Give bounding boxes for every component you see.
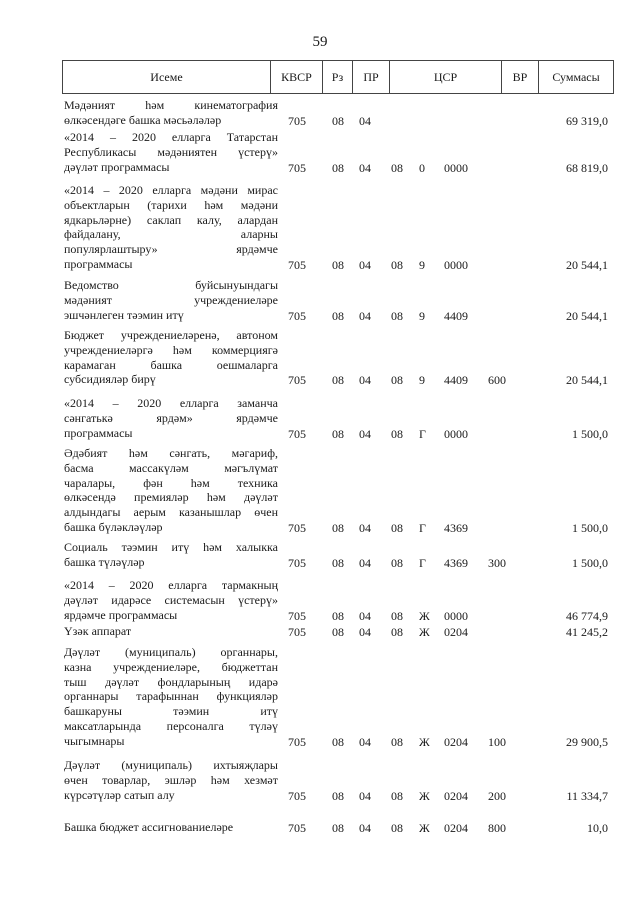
cell-pr: 04	[359, 308, 371, 323]
cell-kvsr: 705	[288, 258, 306, 272]
cell-sum: 20 544,1	[566, 258, 608, 272]
cell-vr: 600	[488, 373, 506, 388]
row-name-line: Социаль тәэмин итү һәм халыкка	[64, 540, 278, 554]
cell-rz: 08	[332, 308, 344, 323]
cell-sum: 41 245,2	[566, 625, 608, 639]
cell-kvsr: 705	[288, 160, 306, 175]
cell-sum: 1 500,0	[572, 521, 608, 535]
cell-cs1: 08	[391, 625, 403, 639]
cell-kvsr: 705	[288, 608, 306, 623]
cell-sum: 20 544,1	[566, 308, 608, 323]
row-name	[64, 758, 278, 802]
header-pr: ПР	[353, 61, 390, 93]
row-name-line: Үзәк аппарат	[64, 624, 132, 638]
cell-cs1: 08	[391, 308, 403, 323]
cell-cs3: 4409	[444, 308, 468, 323]
row-name-line: ярдәмче программасы	[64, 607, 178, 622]
cell-cs2: 0	[419, 160, 425, 175]
row-name-line: басма массакүләм мәгълүмат	[64, 460, 278, 475]
cell-cs2: Г	[419, 426, 426, 441]
cell-cs2: Г	[419, 521, 426, 535]
cell-cs2: Ж	[419, 625, 430, 639]
row-name	[64, 578, 278, 622]
row-name-line: «2014 – 2020 елларга заманча	[64, 396, 278, 410]
cell-kvsr: 705	[288, 734, 306, 749]
cell-cs1: 08	[391, 426, 403, 441]
cell-vr: 800	[488, 821, 506, 835]
cell-cs2: 9	[419, 308, 425, 323]
cell-rz: 08	[332, 373, 344, 388]
row-name-line: «2014 – 2020 елларга тармакның	[64, 578, 278, 592]
row-name	[64, 183, 278, 272]
row-name-line: өчен товарлар, эшләр һәм хезмәт	[64, 772, 278, 787]
row-name-line: файдалану, аларны	[64, 227, 278, 242]
cell-sum: 29 900,5	[566, 734, 608, 749]
row-name-line: эшчәнлеген тәэмин итү	[64, 307, 184, 322]
row-name	[64, 130, 278, 174]
row-name	[64, 278, 278, 322]
cell-cs3: 0204	[444, 788, 468, 803]
row-name	[64, 645, 278, 749]
row-name-line: башка түләүләр	[64, 554, 145, 569]
row-name-line: программасы	[64, 256, 133, 271]
row-name-line: күрсәтүләр сатып алу	[64, 787, 175, 802]
cell-vr: 300	[488, 555, 506, 570]
cell-cs1: 08	[391, 373, 403, 388]
cell-sum: 68 819,0	[566, 160, 608, 175]
row-name-line: Республикасы мәдәниятен үстерү»	[64, 144, 278, 159]
row-name-line: Бюджет учреждениеләренә, автоном	[64, 328, 278, 342]
cell-cs1: 08	[391, 788, 403, 803]
row-name	[64, 820, 278, 835]
cell-sum: 46 774,9	[566, 608, 608, 623]
row-name-line: мәдәният учреждениеләре	[64, 292, 278, 307]
row-name-line: субсидияләр бирү	[64, 372, 156, 387]
cell-cs3: 0000	[444, 608, 468, 623]
cell-cs1: 08	[391, 821, 403, 835]
cell-cs1: 08	[391, 555, 403, 570]
row-name-line: Башка бюджет ассигнованиеләре	[64, 820, 234, 834]
cell-pr: 04	[359, 521, 371, 535]
row-name-line: Ведомство буйсынуындагы	[64, 278, 278, 292]
cell-cs3: 4369	[444, 521, 468, 535]
page-number: 59	[312, 34, 328, 50]
cell-cs1: 08	[391, 608, 403, 623]
cell-kvsr: 705	[288, 821, 306, 835]
cell-cs2: Ж	[419, 788, 430, 803]
cell-rz: 08	[332, 625, 344, 639]
cell-kvsr: 705	[288, 373, 306, 388]
row-name-line: Мәдәният һәм кинематография	[64, 98, 278, 112]
row-name-line: объектларын (тарихи һәм мәдәни	[64, 197, 278, 212]
row-name-line: чыгымнары	[64, 733, 125, 748]
header-name: Исеме	[62, 61, 271, 93]
cell-cs3: 4409	[444, 373, 468, 388]
cell-rz: 08	[332, 521, 344, 535]
cell-vr: 100	[488, 734, 506, 749]
row-name-line: органнары тарафыннан функцияләр	[64, 689, 278, 704]
cell-pr: 04	[359, 160, 371, 175]
header-sum: Суммасы	[539, 61, 614, 93]
row-name-line: программасы	[64, 425, 133, 440]
cell-kvsr: 705	[288, 113, 306, 128]
cell-cs1: 08	[391, 258, 403, 272]
cell-cs3: 4369	[444, 555, 468, 570]
cell-pr: 04	[359, 426, 371, 441]
cell-cs2: 9	[419, 373, 425, 388]
header-kvsr: КВСР	[271, 61, 323, 93]
row-name-line: «2014 – 2020 елларга Татарстан	[64, 130, 278, 144]
row-name-line: дәүләт идарәсе системасын үстерү»	[64, 592, 278, 607]
cell-cs1: 08	[391, 160, 403, 175]
row-name-line: башка бүләкләүләр	[64, 519, 163, 534]
header-csr: ЦСР	[390, 61, 502, 93]
row-name-line: Дәүләт (муниципаль) органнары,	[64, 645, 278, 659]
cell-rz: 08	[332, 734, 344, 749]
row-name-line: дәүләт программасы	[64, 159, 170, 174]
row-name-line: максатларында персоналга түләү	[64, 718, 278, 733]
cell-cs3: 0204	[444, 734, 468, 749]
row-name	[64, 446, 278, 535]
row-name-line: өлкәсендәге башка мәсьәләләр	[64, 112, 222, 127]
row-name-line: алдындагы аерым казанышлар өчен	[64, 505, 278, 520]
cell-cs2: Ж	[419, 734, 430, 749]
cell-vr: 200	[488, 788, 506, 803]
row-name-line: Дәүләт (муниципаль) ихтыяҗлары	[64, 758, 278, 772]
row-name-line: ядкарьләрне) саклап калу, алардан	[64, 212, 278, 227]
cell-pr: 04	[359, 113, 371, 128]
cell-cs3: 0000	[444, 426, 468, 441]
cell-rz: 08	[332, 160, 344, 175]
cell-pr: 04	[359, 608, 371, 623]
row-name-line: Әдәбият һәм сәнгать, мәгариф,	[64, 446, 278, 460]
row-name	[64, 98, 278, 128]
cell-sum: 69 319,0	[566, 113, 608, 128]
cell-sum: 1 500,0	[572, 426, 608, 441]
row-name-line: тыш дәүләт фондларының идарә	[64, 674, 278, 689]
cell-cs3: 0204	[444, 625, 468, 639]
row-name	[64, 396, 278, 440]
cell-cs1: 08	[391, 734, 403, 749]
cell-kvsr: 705	[288, 308, 306, 323]
cell-cs2: Ж	[419, 821, 430, 835]
cell-pr: 04	[359, 734, 371, 749]
cell-cs3: 0000	[444, 160, 468, 175]
row-name-line: «2014 – 2020 елларга мәдәни мирас	[64, 183, 278, 197]
row-name-line: учреждениеләргә һәм коммерциягә	[64, 342, 278, 357]
row-name-line: казна учреждениеләре, бюджеттан	[64, 659, 278, 674]
cell-kvsr: 705	[288, 426, 306, 441]
cell-rz: 08	[332, 258, 344, 272]
cell-kvsr: 705	[288, 788, 306, 803]
cell-rz: 08	[332, 821, 344, 835]
cell-rz: 08	[332, 555, 344, 570]
header-vr: ВР	[502, 61, 539, 93]
cell-rz: 08	[332, 608, 344, 623]
cell-cs2: Ж	[419, 608, 430, 623]
cell-kvsr: 705	[288, 521, 306, 535]
row-name	[64, 328, 278, 387]
cell-cs2: 9	[419, 258, 425, 272]
row-name-line: сәнгатькә ярдәм» ярдәмче	[64, 410, 278, 425]
cell-cs3: 0000	[444, 258, 468, 272]
cell-kvsr: 705	[288, 625, 306, 639]
cell-cs1: 08	[391, 521, 403, 535]
cell-kvsr: 705	[288, 555, 306, 570]
cell-rz: 08	[332, 788, 344, 803]
row-name	[64, 540, 278, 570]
row-name	[64, 624, 278, 639]
row-name-line: башкаруны тәэмин итү	[64, 704, 278, 719]
cell-rz: 08	[332, 113, 344, 128]
cell-cs2: Г	[419, 555, 426, 570]
row-name-line: өлкәсендә премияләр һәм дәүләт	[64, 490, 278, 505]
cell-sum: 20 544,1	[566, 373, 608, 388]
header-rz: Рз	[323, 61, 353, 93]
row-name-line: чаралары, фән һәм техника	[64, 475, 278, 490]
cell-pr: 04	[359, 788, 371, 803]
cell-sum: 10,0	[587, 821, 608, 835]
cell-pr: 04	[359, 821, 371, 835]
row-name-line: карамаган башка оешмаларга	[64, 357, 278, 372]
cell-sum: 11 334,7	[566, 788, 608, 803]
cell-pr: 04	[359, 373, 371, 388]
row-name-line: популярлаштыру» ярдәмче	[64, 242, 278, 257]
cell-pr: 04	[359, 258, 371, 272]
cell-pr: 04	[359, 555, 371, 570]
cell-rz: 08	[332, 426, 344, 441]
cell-cs3: 0204	[444, 821, 468, 835]
cell-sum: 1 500,0	[572, 555, 608, 570]
cell-pr: 04	[359, 625, 371, 639]
